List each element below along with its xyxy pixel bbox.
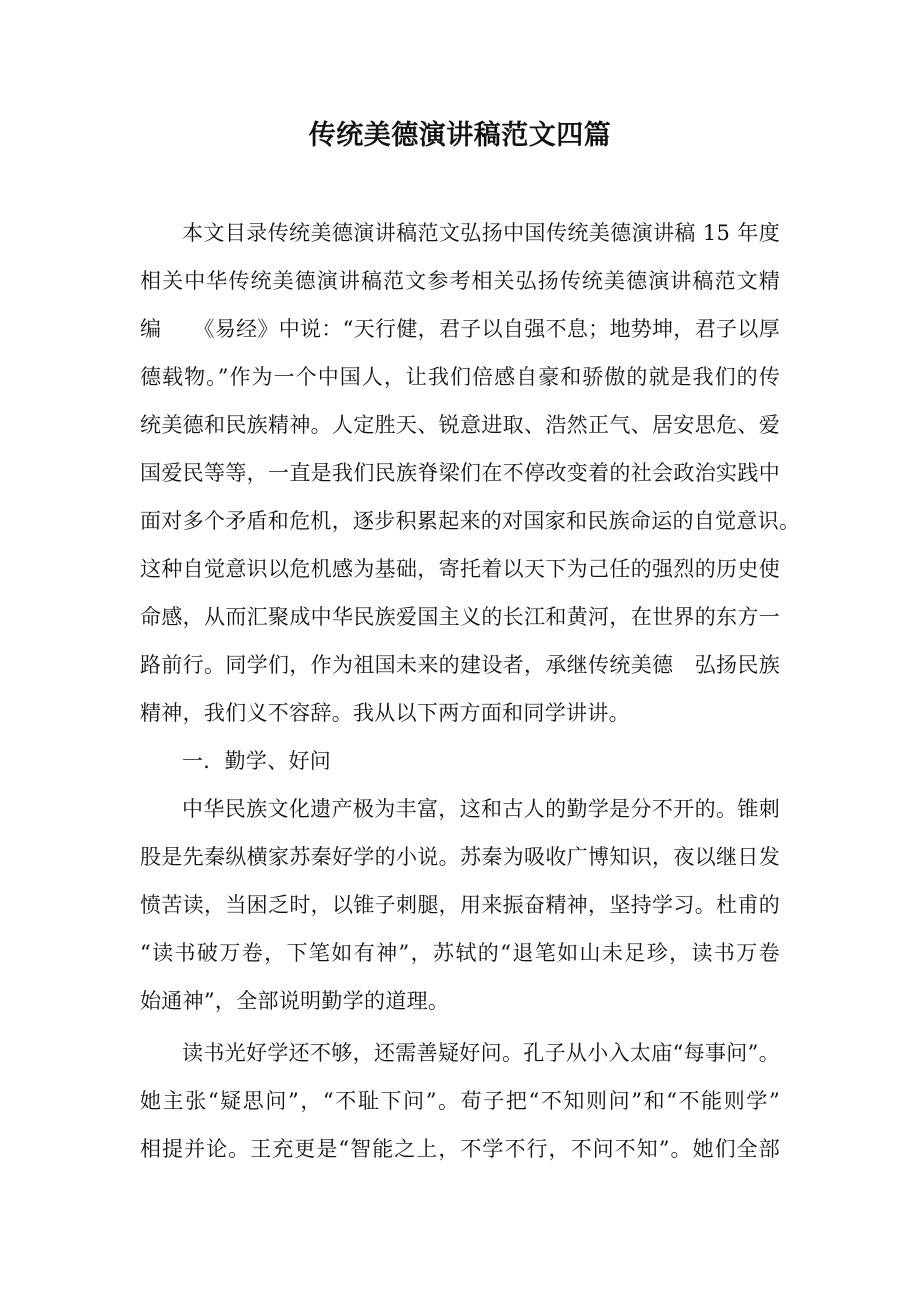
paragraph-line: 相提并论。王充更是“智能之上，不学不行，不问不知”。她们全部	[140, 1137, 780, 1161]
paragraph-line: 统美德和民族精神。人定胜天、锐意进取、浩然正气、居安思危、爱	[140, 413, 780, 437]
paragraph-line: 相关中华传统美德演讲稿范文参考相关弘扬传统美德演讲稿范文精	[140, 269, 780, 293]
paragraph-line: 始通神”，全部说明勤学的道理。	[140, 989, 450, 1013]
paragraph-line: 德载物。”作为一个中国人，让我们倍感自豪和骄傲的就是我们的传	[140, 365, 780, 389]
paragraph-line: 她主张“疑思问”，“不耻下问”。荀子把“不知则问”和“不能则学”	[140, 1089, 780, 1113]
paragraph-line: 股是先秦纵横家苏秦好学的小说。苏秦为吸收广博知识，夜以继日发	[140, 845, 780, 869]
paragraph-line: 命感，从而汇聚成中华民族爱国主义的长江和黄河，在世界的东方一	[140, 605, 780, 629]
paragraph-line: 面对多个矛盾和危机，逐步积累起来的对国家和民族命运的自觉意识。	[140, 509, 801, 533]
paragraph-line: 本文目录传统美德演讲稿范文弘扬中国传统美德演讲稿 15 年度	[182, 221, 780, 245]
document-title: 传统美德演讲稿范文四篇	[308, 120, 612, 151]
paragraph-line: 精神，我们义不容辞。我从以下两方面和同学讲讲。	[140, 701, 630, 725]
paragraph-line: 编 《易经》中说：“天行健，君子以自强不息；地势坤，君子以厚	[140, 317, 780, 341]
paragraph-line: 愤苦读，当困乏时，以锥子刺腿，用来振奋精神，坚持学习。杜甫的	[140, 893, 780, 917]
paragraph-line: “读书破万卷，下笔如有神”，苏轼的“退笔如山未足珍，读书万卷	[140, 941, 780, 965]
paragraph-line: 路前行。同学们，作为祖国未来的建设者，承继传统美德 弘扬民族	[140, 653, 780, 677]
paragraph-line: 中华民族文化遗产极为丰富，这和古人的勤学是分不开的。锥刺	[182, 797, 780, 821]
paragraph-line: 读书光好学还不够，还需善疑好问。孔子从小入太庙“每事问”。	[182, 1041, 780, 1065]
section-heading: 一．勤学、好问	[182, 749, 332, 773]
paragraph-line: 这种自觉意识以危机感为基础，寄托着以天下为己任的强烈的历史使	[140, 557, 780, 581]
paragraph-line: 国爱民等等，一直是我们民族脊梁们在不停改变着的社会政治实践中	[140, 461, 780, 485]
